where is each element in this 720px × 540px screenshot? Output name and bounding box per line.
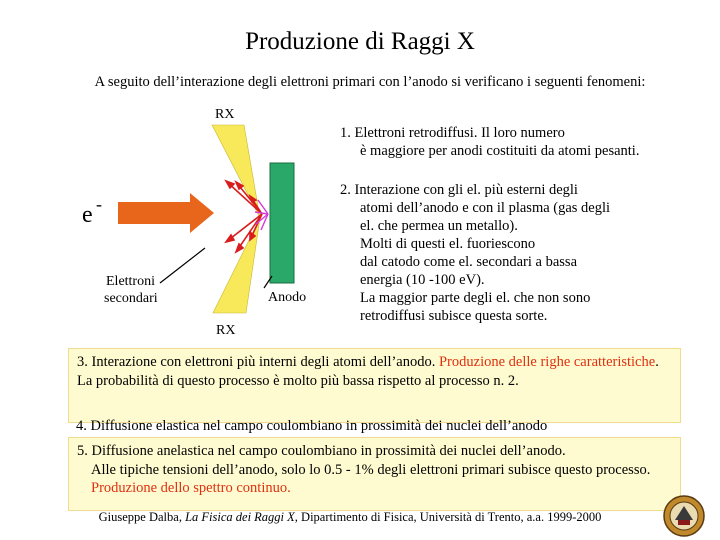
item-2-line: atomi dell’anodo e con il plasma (gas degli	[360, 200, 611, 216]
item-5-highlight: Produzione dello spettro continuo.	[91, 480, 291, 496]
item-5-body	[77, 461, 672, 498]
item-2-line: dal catodo come el. secondari a bassa	[360, 254, 578, 270]
item-2-text	[340, 181, 610, 325]
credit-author: Giuseppe Dalba,	[98, 510, 186, 524]
item-2-line: Molti di questi el. fuoriescono	[360, 236, 536, 252]
primary-electron-arrow	[118, 193, 214, 233]
rx-cone-top	[212, 125, 260, 218]
item-3-rest: . La probabilità di questo processo è molto più bassa rispetto al processo n. 2.	[77, 354, 659, 389]
university-seal-icon	[662, 494, 706, 538]
anode-block	[270, 163, 294, 283]
rx-bottom-label: RX	[216, 323, 236, 338]
credit-line	[0, 510, 700, 525]
secondary-pointer-line	[160, 248, 205, 283]
item-2-line: retrodiffusi subisce questa sorte.	[360, 308, 548, 324]
credit-work: La Fisica dei Raggi X	[185, 510, 295, 524]
secondary-label-2: secondari	[104, 291, 158, 306]
item-3-box	[68, 348, 681, 423]
item-2-line: energia (10 -100 eV).	[360, 272, 485, 288]
xray-production-diagram	[0, 95, 340, 355]
item-5-lead: 5. Diffusione anelastica nel campo coulombiano in prossimità dei nuclei dell’anodo.	[77, 443, 566, 459]
item-3-lead: 3. Interazione con elettroni più interni degli atomi dell’anodo.	[77, 354, 439, 370]
item-2-line: La maggior parte degli el. che non sono	[360, 290, 591, 306]
slide-title: Produzione di Raggi X	[245, 28, 475, 55]
item-1-line-1: 1. Elettroni retrodiffusi. Il loro numero	[340, 125, 565, 141]
item-5-body-text: Alle tipiche tensioni dell’anodo, solo lo 0.5 - 1% degli elettroni primari subisce questo processo.	[91, 461, 651, 478]
intro-text: A seguito dell’interazione degli elettroni primari con l’anodo si verificano i seguenti fenomeni:	[94, 74, 646, 90]
electron-sup: -	[96, 194, 102, 214]
item-4-text: 4. Diffusione elastica nel campo coulombiano in prossimità dei nuclei dell’anodo	[76, 418, 548, 434]
anode-label: Anodo	[268, 290, 307, 305]
item-2-line: el. che permea un metallo).	[360, 218, 518, 234]
rx-top-label: RX	[215, 107, 235, 122]
item-3-highlight: Produzione delle righe caratteristiche	[438, 354, 656, 370]
electron-label: e	[82, 202, 93, 228]
item-2-line: 2. Interazione con gli el. più esterni degli	[340, 182, 578, 198]
credit-rest: , Dipartimento di Fisica, Università di Trento, a.a. 1999-2000	[294, 510, 602, 524]
item-1-text	[340, 124, 639, 160]
secondary-label-1: Elettroni	[106, 274, 155, 289]
item-1-line-2: è maggiore per anodi costituiti da atomi pesanti.	[360, 143, 640, 159]
item-5-box	[68, 437, 681, 511]
